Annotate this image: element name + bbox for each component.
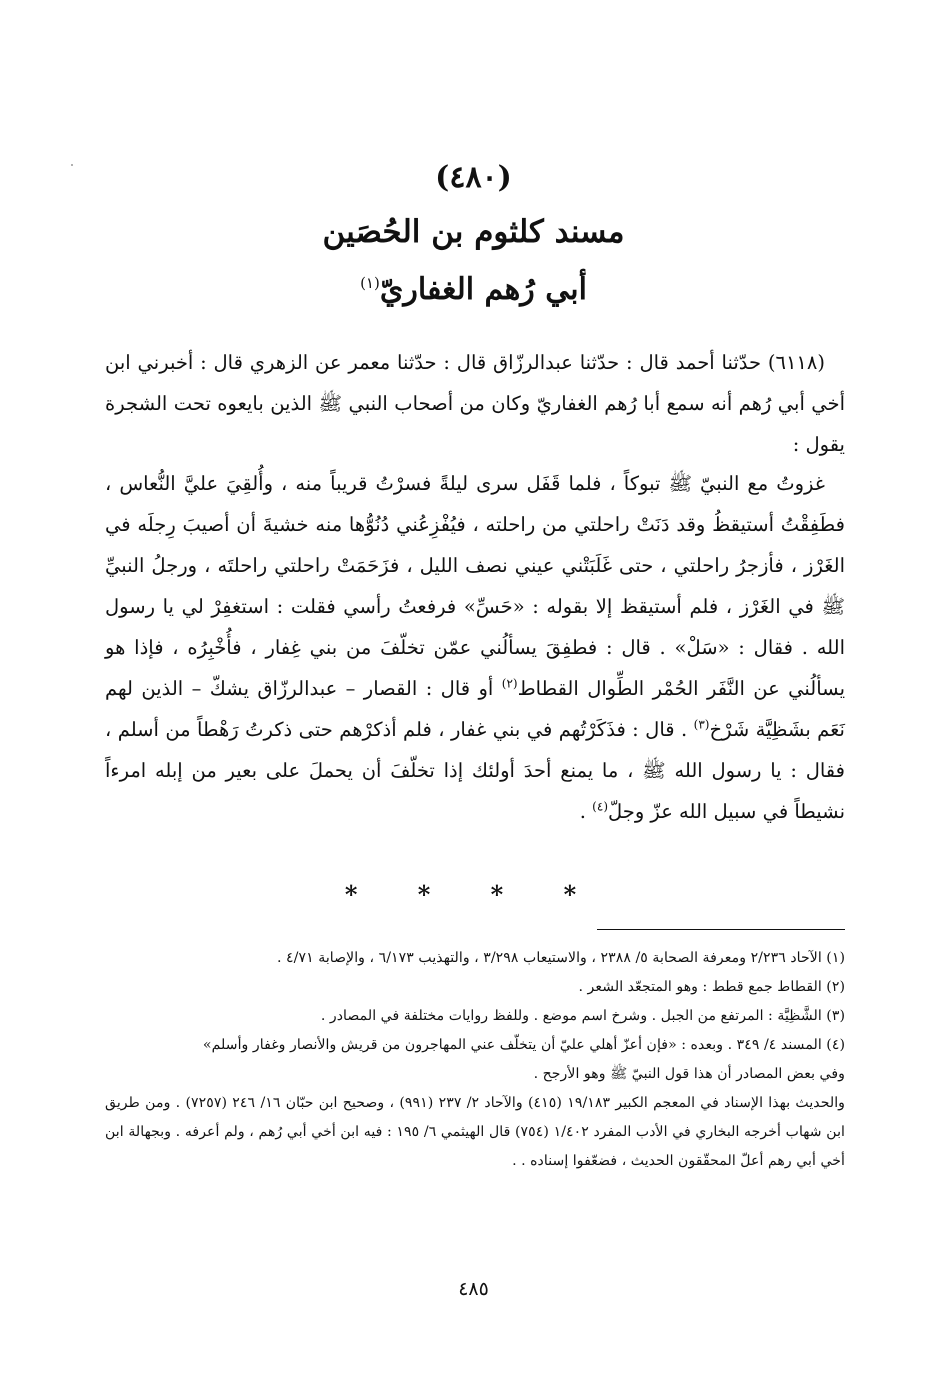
matn-text-b: أو قال : القصار – عبدالرزّاق يشكّ – الذين لهم نَعَم بشَظِيَّة شَرْخ [105,677,845,741]
footnote-ref-2: (٢) [501,676,518,691]
footnote-4: (٤) المسند ٤/ ٣٤٩ . وبعده : «فإن أعزّ أهلي عليّ أن يتخلّف عني المهاجرون من قريش والأنصار وغفار وأسلم» [202,1037,845,1053]
hadith-isnad [105,342,845,465]
footnote-ref-3: (٣) [693,717,710,732]
footnote-ref-4: (٤) [592,799,608,814]
section-separator: * * * * [344,880,603,909]
footnote-2: (٢) القطاط جمع قطط : وهو المتجعّد الشعر . [578,979,845,995]
hadith-matn [105,463,845,832]
chapter-subtitle [0,272,947,307]
matn-text-a: غزوتُ مع النبيّ ﷺ تبوكاً ، فلما قَفَل سرى ليلةً فسرْتُ قريباً منه ، وأُلقِيَ عليَّ النُّعاس ، فطَفِقْتُ أستيقظُ وقد دَنَتْ راحلتي من راحلته ، فيُفْزِعُني دُنُوُّها منه خشيةَ أن أصيبَ رِجلَه في الغَرْز ، فأزجرُ راحلتي ، حتى غَلَبَتْني عيني نصف الليل ، فزَحَمَتْ راحلتي راحلتَه ، ورجلُ النبيِّ ﷺ في الغَرْز ، فلم أستيقظ إلا بقوله : «حَسِّ» فرفعتُ رأسي فقلت : استغفِرْ لي يا رسول الله . فقال : «سَلْ» . قال : فطفِقَ يسألُني عمّن تخلّفَ من بني غِفار ، فأُخْبِرُه ، فإذا هو يسألُني عن النَّفَر الحُمْر الطِّوال القطاط [105,472,846,700]
footnote-4-continued: وفي بعض المصادر أن هذا قول النبيّ ﷺ وهو الأرجح . [533,1066,845,1082]
page-number: ٤٨٥ [458,1278,489,1300]
matn-text-c: . قال : فذَكَرْتُهم في بني غفار ، فلم أذكرْهم حتى ذكرتُ رَهْطاً من أسلم ، فقال : يا رسول الله ﷺ ، ما يمنع أحدَ أولئك إذا تخلّفَ أن يحملَ على بعير من إبله امرءاً نشيطاً في سبيل الله عزّ وجلّ [105,718,845,823]
chapter-number: (٤٨٠) [435,160,512,195]
chapter-title: مسند كلثوم بن الحُصَين [322,214,625,250]
footnotes-section [105,944,845,1176]
subtitle-text: أبي رُهم الغفاريّ [379,272,587,307]
matn-paragraph [105,463,845,832]
isnad-paragraph: (٦١١٨) حدّثنا أحمد قال : حدّثنا عبدالرزّاق قال : حدّثنا معمر عن الزهري قال : أخبرني ابن أخي أبي رُهم أنه سمع أبا رُهم الغفاريّ وكان من أصحاب النبي ﷺ الذين بايعوه تحت الشجرة يقول : [105,351,845,456]
footnote-1: (١) الآحاد ٢/٢٣٦ ومعرفة الصحابة ٥/ ٢٣٨٨ ، والاستيعاب ٣/٢٩٨ ، والتهذيب ٦/١٧٣ ، والإصابة ٤/٧١ . [277,950,845,966]
matn-text-end: . [579,800,593,823]
footnote-rule [597,929,845,930]
footnote-4-takhrij: والحديث بهذا الإسناد في المعجم الكبير ١٩/١٨٣ (٤١٥) والآحاد ٢/ ٢٣٧ (٩٩١) ، وصحيح ابن حبّان ١٦/ ٢٤٦ (٧٢٥٧) . ومن طريق ابن شهاب أخرجه البخاري في الأدب المفرد ١/٤٠٢ (٧٥٤) قال الهيثمي ٦/ ١٩٥ : فيه ابن أخي أبي رُهم ، ولم أعرفه . وبجهالة ابن أخي أبي رهم أعلّ المحقّقون الحديث ، فضعّفوا إسناده . . [105,1095,846,1169]
footnote-ref-1: (١) [360,274,380,292]
footnote-3: (٣) الشَّظِيَّة : المرتفع من الجبل . وشرخ اسم موضع . وللفظ روايات مختلفة في المصادر . [320,1008,845,1024]
